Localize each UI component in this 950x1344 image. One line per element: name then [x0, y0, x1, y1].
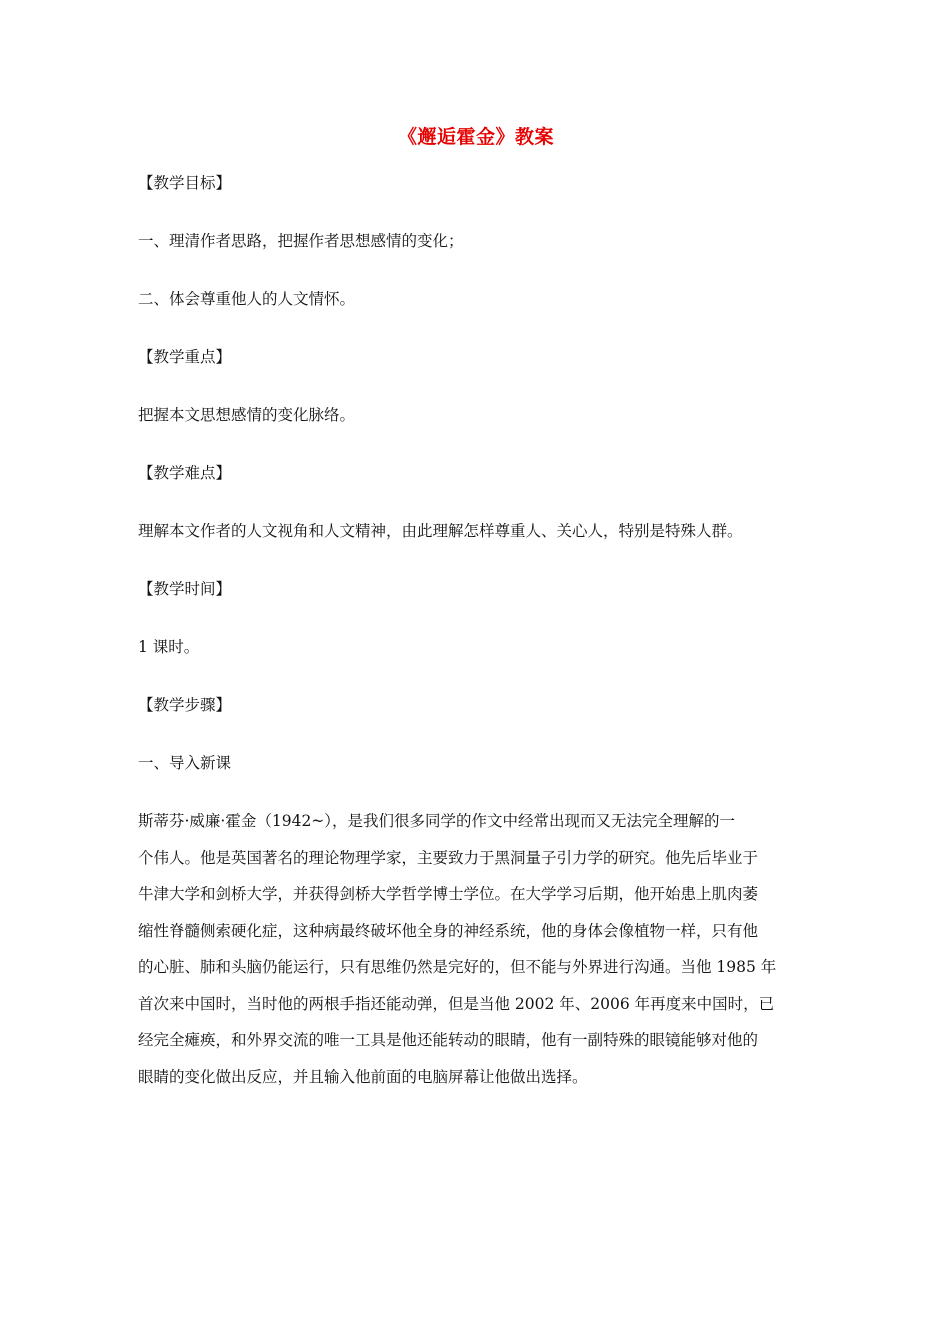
time-text: 1 课时。 [138, 638, 200, 656]
objective-item-2: 二、体会尊重他人的人文情怀。 [138, 290, 356, 308]
document-title: 《邂逅霍金》教案 [397, 126, 554, 148]
focus-text: 把握本文思想感情的变化脉络。 [138, 406, 356, 424]
intro-paragraph-line: 眼睛的变化做出反应，并且输入他前面的电脑屏幕让他做出选择。 [138, 1067, 588, 1086]
focus-heading: 【教学重点】 [138, 348, 232, 366]
step-1-heading: 一、导入新课 [138, 754, 232, 772]
intro-paragraph-line: 缩性脊髓侧索硬化症，这种病最终破坏他全身的神经系统，他的身体会像植物一样，只有他 [138, 921, 759, 940]
difficulty-heading: 【教学难点】 [138, 464, 232, 482]
intro-paragraph [138, 803, 814, 1095]
steps-heading: 【教学步骤】 [138, 696, 232, 714]
objective-heading: 【教学目标】 [138, 174, 232, 192]
intro-paragraph-line: 首次来中国时，当时他的两根手指还能动弹，但是当他 2002 年、2006 年再度来中国时，已 [138, 994, 775, 1013]
time-heading: 【教学时间】 [138, 580, 232, 598]
difficulty-text: 理解本文作者的人文视角和人文精神，由此理解怎样尊重人、关心人，特别是特殊人群。 [138, 522, 743, 540]
intro-paragraph-line: 斯蒂芬·威廉·霍金（1942~），是我们很多同学的作文中经常出现而又无法完全理解的一 [138, 812, 736, 830]
intro-paragraph-line: 牛津大学和剑桥大学，并获得剑桥大学哲学博士学位。在大学学习后期，他开始患上肌肉萎 [138, 885, 759, 903]
intro-paragraph-line: 个伟人。他是英国著名的理论物理学家，主要致力于黑洞量子引力学的研究。他先后毕业于 [138, 848, 759, 867]
objective-item-1: 一、理清作者思路，把握作者思想感情的变化； [138, 232, 464, 250]
intro-paragraph-line: 经完全瘫痪，和外界交流的唯一工具是他还能转动的眼睛，他有一副特殊的眼镜能够对他的 [138, 1031, 759, 1049]
intro-paragraph-line: 的心脏、肺和头脑仍能运行，只有思维仍然是完好的，但不能与外界进行沟通。当他 1985 年 [138, 958, 777, 976]
